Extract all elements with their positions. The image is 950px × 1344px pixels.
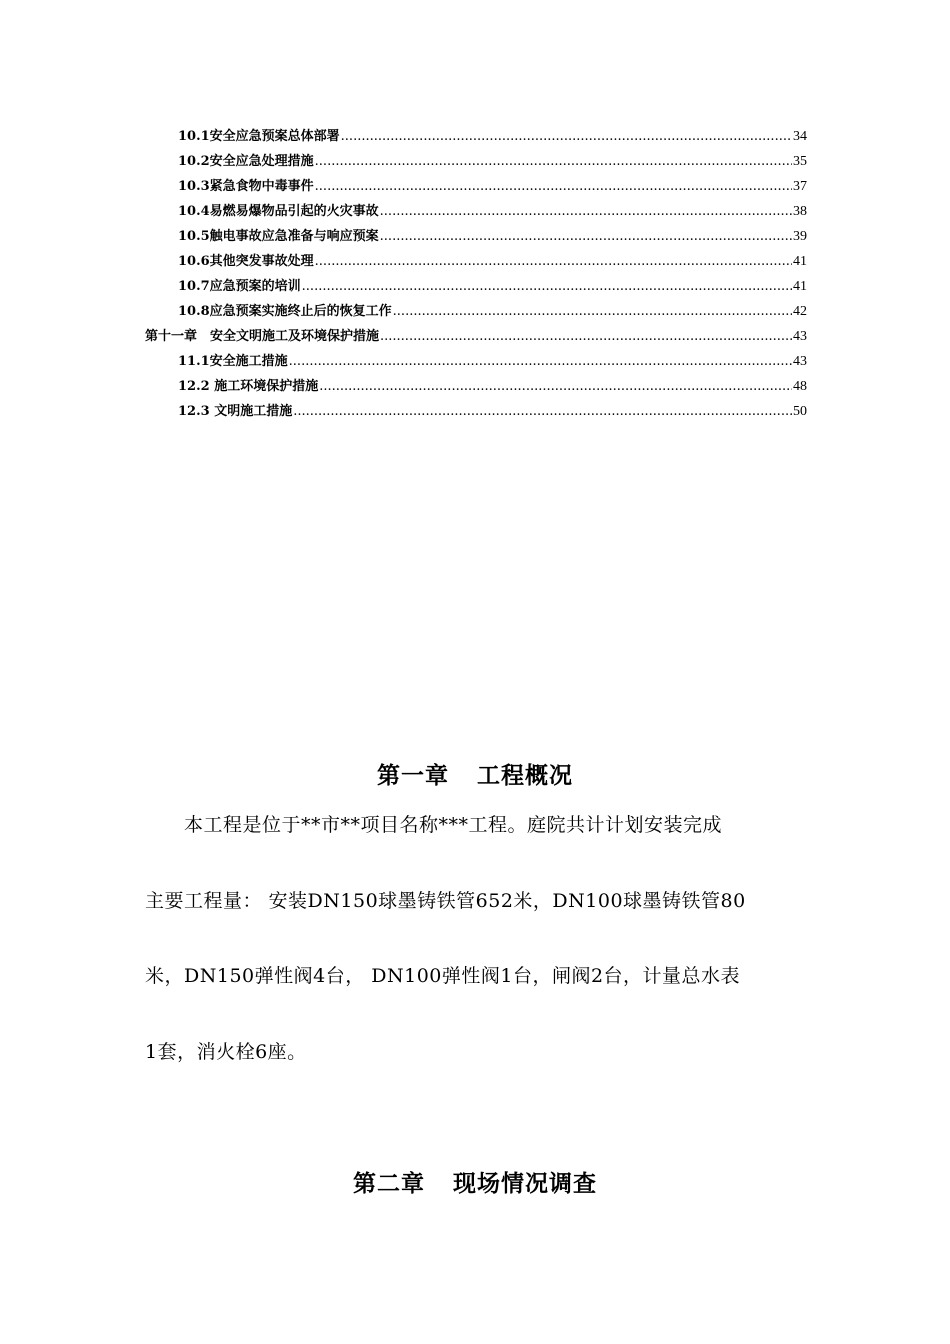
toc-entry-title: 11.1安全施工措施 xyxy=(178,354,288,369)
toc-entry-page: 34 xyxy=(793,129,807,144)
toc-entry[interactable] xyxy=(145,374,807,399)
toc-entry-page: 41 xyxy=(793,279,807,294)
toc-entry[interactable] xyxy=(145,299,807,324)
toc-entry-title: 12.3 文明施工措施 xyxy=(178,404,293,419)
chapter-1-title: 工程概况 xyxy=(477,762,573,789)
toc-entry-chapter[interactable] xyxy=(145,324,807,349)
toc-entry-title: 10.6其他突发事故处理 xyxy=(178,254,314,269)
toc-entry-page: 38 xyxy=(793,204,807,219)
chapter-1-number: 第一章 xyxy=(377,762,449,789)
toc-entry[interactable] xyxy=(145,274,807,299)
toc-leader-dots xyxy=(380,224,792,249)
toc-leader-dots xyxy=(393,299,792,324)
toc-entry[interactable] xyxy=(145,199,807,224)
toc-entry-page: 42 xyxy=(793,304,807,319)
toc-entry-title: 10.1安全应急预案总体部署 xyxy=(178,129,340,144)
paragraph-line: 本工程是位于**市**项目名称***工程。庭院共计计划安装完成 xyxy=(145,814,723,836)
paragraph-line: 主要工程量： 安装DN150球墨铸铁管652米，DN100球墨铸铁管80 xyxy=(145,890,746,912)
toc-entry-title: 10.2安全应急处理措施 xyxy=(178,154,314,169)
toc-entry-page: 48 xyxy=(793,379,807,394)
toc-entry-page: 39 xyxy=(793,229,807,244)
toc-entry[interactable] xyxy=(145,224,807,249)
toc-leader-dots xyxy=(315,249,792,274)
toc-entry-title: 10.8应急预案实施终止后的恢复工作 xyxy=(178,304,392,319)
toc-entry-title: 10.7应急预案的培训 xyxy=(178,279,301,294)
toc-entry-title: 10.4易燃易爆物品引起的火灾事故 xyxy=(178,204,379,219)
toc-entry[interactable] xyxy=(145,124,807,149)
chapter-2-heading xyxy=(0,1165,950,1198)
table-of-contents xyxy=(145,124,807,424)
toc-entry-page: 50 xyxy=(793,404,807,419)
toc-leader-dots xyxy=(341,124,792,149)
toc-entry-page: 35 xyxy=(793,154,807,169)
toc-leader-dots xyxy=(315,174,792,199)
toc-entry-page: 43 xyxy=(793,329,807,344)
toc-entry[interactable] xyxy=(145,174,807,199)
toc-entry-page: 37 xyxy=(793,179,807,194)
toc-entry-title: 10.5触电事故应急准备与响应预案 xyxy=(178,229,379,244)
paragraph-line: 1套，消火栓6座。 xyxy=(145,1041,307,1063)
toc-entry[interactable] xyxy=(145,349,807,374)
toc-leader-dots xyxy=(380,199,792,224)
paragraph-line: 米，DN150弹性阀4台， DN100弹性阀1台，闸阀2台，计量总水表 xyxy=(145,965,741,987)
chapter-2-number: 第二章 xyxy=(353,1170,425,1197)
toc-leader-dots xyxy=(380,324,792,349)
toc-entry-page: 41 xyxy=(793,254,807,269)
chapter-1-heading xyxy=(0,757,950,790)
toc-leader-dots xyxy=(302,274,792,299)
toc-leader-dots xyxy=(315,149,792,174)
toc-leader-dots xyxy=(293,399,792,424)
toc-leader-dots xyxy=(289,349,792,374)
toc-entry-page: 43 xyxy=(793,354,807,369)
toc-entry-title: 第十一章 安全文明施工及环境保护措施 xyxy=(145,329,380,344)
toc-entry[interactable] xyxy=(145,249,807,274)
toc-entry-title: 10.3紧急食物中毒事件 xyxy=(178,179,314,194)
toc-leader-dots xyxy=(319,374,792,399)
toc-entry-title: 12.2 施工环境保护措施 xyxy=(178,379,319,394)
toc-entry[interactable] xyxy=(145,149,807,174)
chapter-2-title: 现场情况调查 xyxy=(453,1170,597,1197)
toc-entry[interactable] xyxy=(145,399,807,424)
